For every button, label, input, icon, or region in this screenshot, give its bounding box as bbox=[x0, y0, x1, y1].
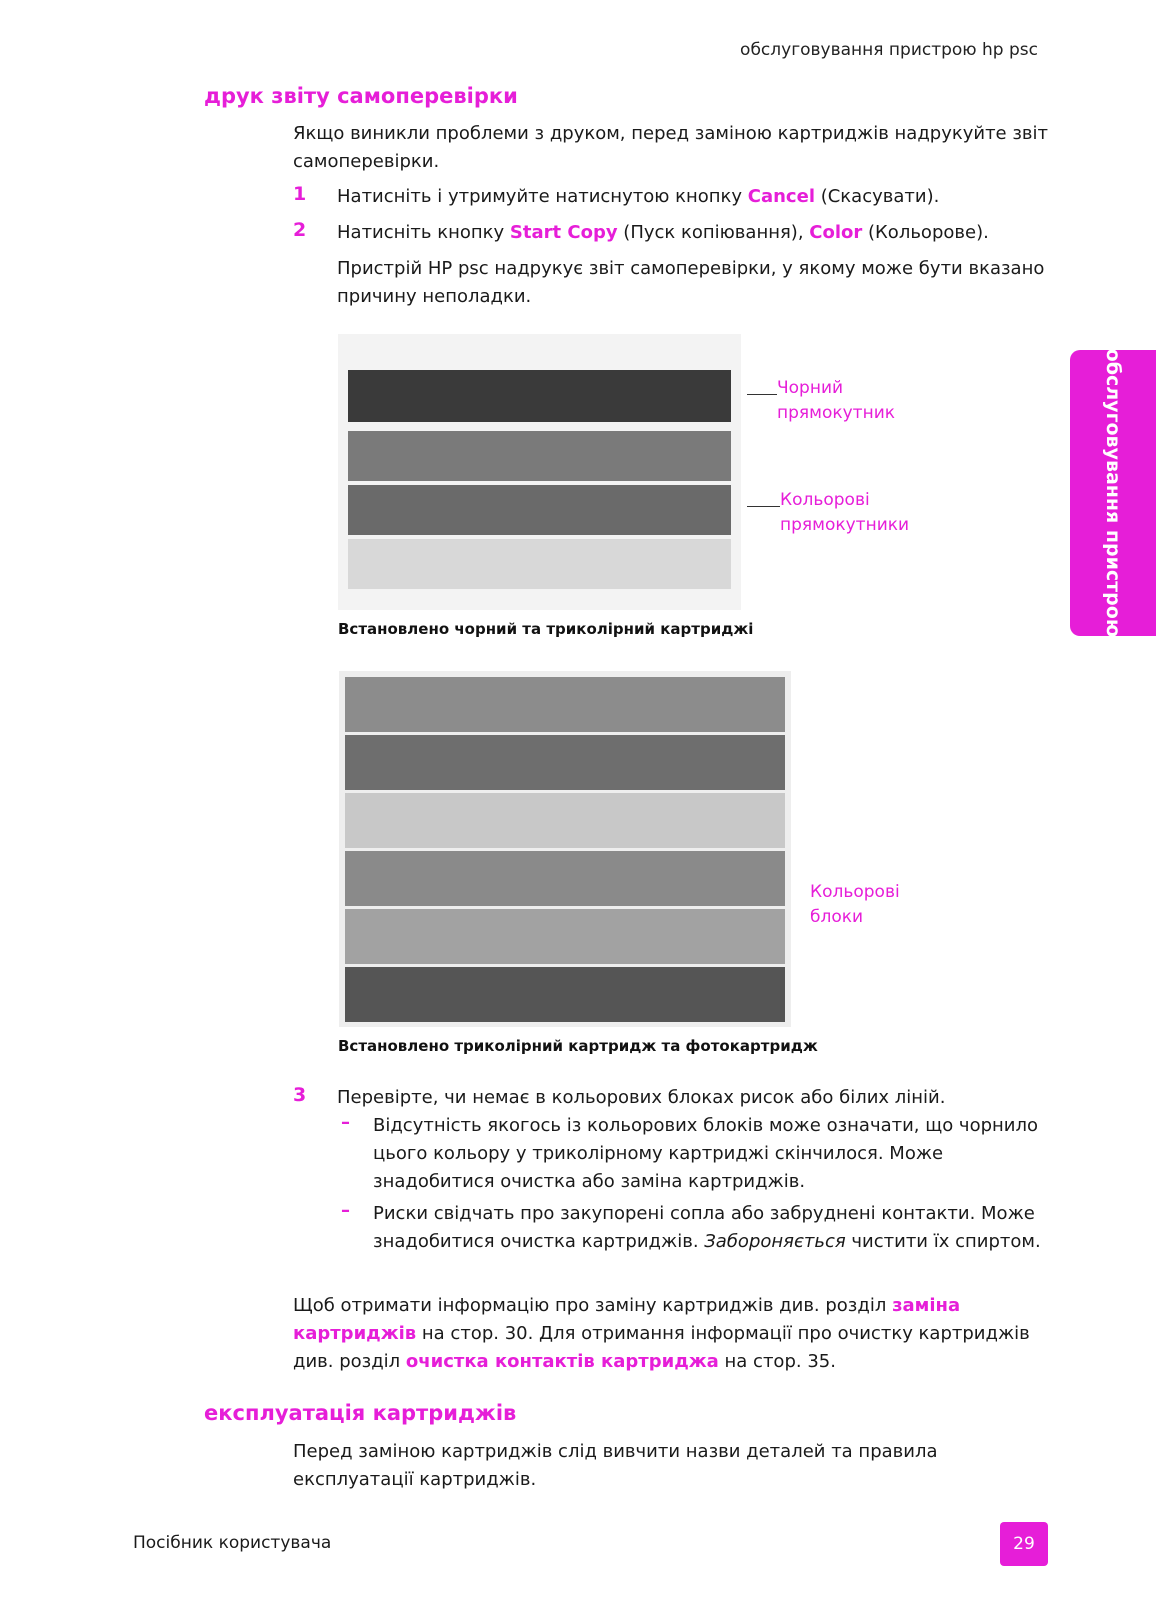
color-block bbox=[345, 909, 785, 964]
link-clean-contacts[interactable]: очистка контактів картриджа bbox=[405, 1351, 719, 1372]
color-block bbox=[345, 851, 785, 906]
intro-paragraph: Якщо виникли проблеми з друком, перед заміною картриджів надрукуйте звіт самоперевірки. bbox=[293, 123, 1049, 172]
step-3-number: 3 bbox=[293, 1084, 307, 1106]
section-heading-cartridge-use: експлуатація картриджів bbox=[204, 1401, 517, 1425]
color-rectangle bbox=[348, 539, 731, 589]
color-rectangle bbox=[348, 431, 731, 481]
running-header: обслуговування пристрою hp psc bbox=[740, 40, 1038, 60]
footer-guide-title: Посібник користувача bbox=[133, 1533, 332, 1553]
step-1-number: 1 bbox=[293, 183, 307, 205]
side-tab-label: обслуговування пристрою bbox=[1102, 348, 1124, 638]
color-block bbox=[345, 735, 785, 790]
start-copy-key-label: Start Copy bbox=[509, 222, 618, 243]
callout-leader-black bbox=[747, 394, 777, 395]
bullet-missing-block: Відсутність якогось із кольорових блоків може означати, що чорнило цього кольору у триколірному картриджі скінчилося. Може знадобитися очистка або заміна картриджів. bbox=[373, 1115, 1038, 1192]
step-2-note: Пристрій HP psc надрукує звіт самоперевірки, у якому може бути вказано причину неполадки. bbox=[337, 258, 1045, 307]
bullet-dash: – bbox=[341, 1112, 350, 1133]
color-block bbox=[345, 677, 785, 732]
self-test-figure-2 bbox=[339, 671, 791, 1027]
section-heading-self-test: друк звіту самоперевірки bbox=[204, 84, 518, 108]
callout-color-rectangles: Кольорові прямокутники bbox=[780, 490, 910, 535]
emphasis-forbidden: Забороняється bbox=[704, 1231, 846, 1252]
step-3-text: Перевірте, чи немає в кольорових блоках рисок або білих ліній. bbox=[337, 1087, 946, 1108]
color-rectangle bbox=[348, 485, 731, 535]
step-1-text: Натисніть і утримуйте натиснутою кнопку Cancel (Скасувати). bbox=[337, 186, 940, 207]
step-2-number: 2 bbox=[293, 219, 307, 241]
crossref-paragraph: Щоб отримати інформацію про заміну картриджів див. розділ заміна картриджів на стор. 30. Для отримання інформації про очистку картриджів див. розділ очистка контактів картриджа на стор. 35. bbox=[293, 1295, 1030, 1372]
color-key-label: Color bbox=[809, 222, 863, 243]
step-2-text: Натисніть кнопку Start Copy (Пуск копіювання), Color (Кольорове). bbox=[337, 222, 989, 243]
callout-color-blocks: Кольорові блоки bbox=[810, 882, 900, 927]
self-test-figure-1 bbox=[338, 334, 741, 610]
color-block bbox=[345, 967, 785, 1022]
side-chapter-tab[interactable] bbox=[1070, 350, 1156, 636]
callout-black-rectangle: Чорний прямокутник bbox=[777, 378, 896, 423]
page-number: 29 bbox=[1000, 1522, 1048, 1566]
link-replace-cartridges[interactable]: заміна картриджів bbox=[293, 1295, 961, 1344]
cartridge-use-paragraph: Перед заміною картриджів слід вивчити назви деталей та правила експлуатації картриджів. bbox=[293, 1441, 938, 1490]
callout-leader-color bbox=[747, 506, 780, 507]
bullet-dash: – bbox=[341, 1200, 350, 1221]
color-block bbox=[345, 793, 785, 848]
cancel-key-label: Cancel bbox=[747, 186, 815, 207]
figure-1-caption: Встановлено чорний та триколірний картриджі bbox=[338, 620, 754, 638]
figure-2-caption: Встановлено триколірний картридж та фотокартридж bbox=[338, 1037, 818, 1055]
bullet-streaks: Риски свідчать про закупорені сопла або забруднені контакти. Може знадобитися очистка картриджів. Забороняється чистити їх спиртом. bbox=[373, 1203, 1041, 1252]
black-rectangle bbox=[348, 370, 731, 422]
